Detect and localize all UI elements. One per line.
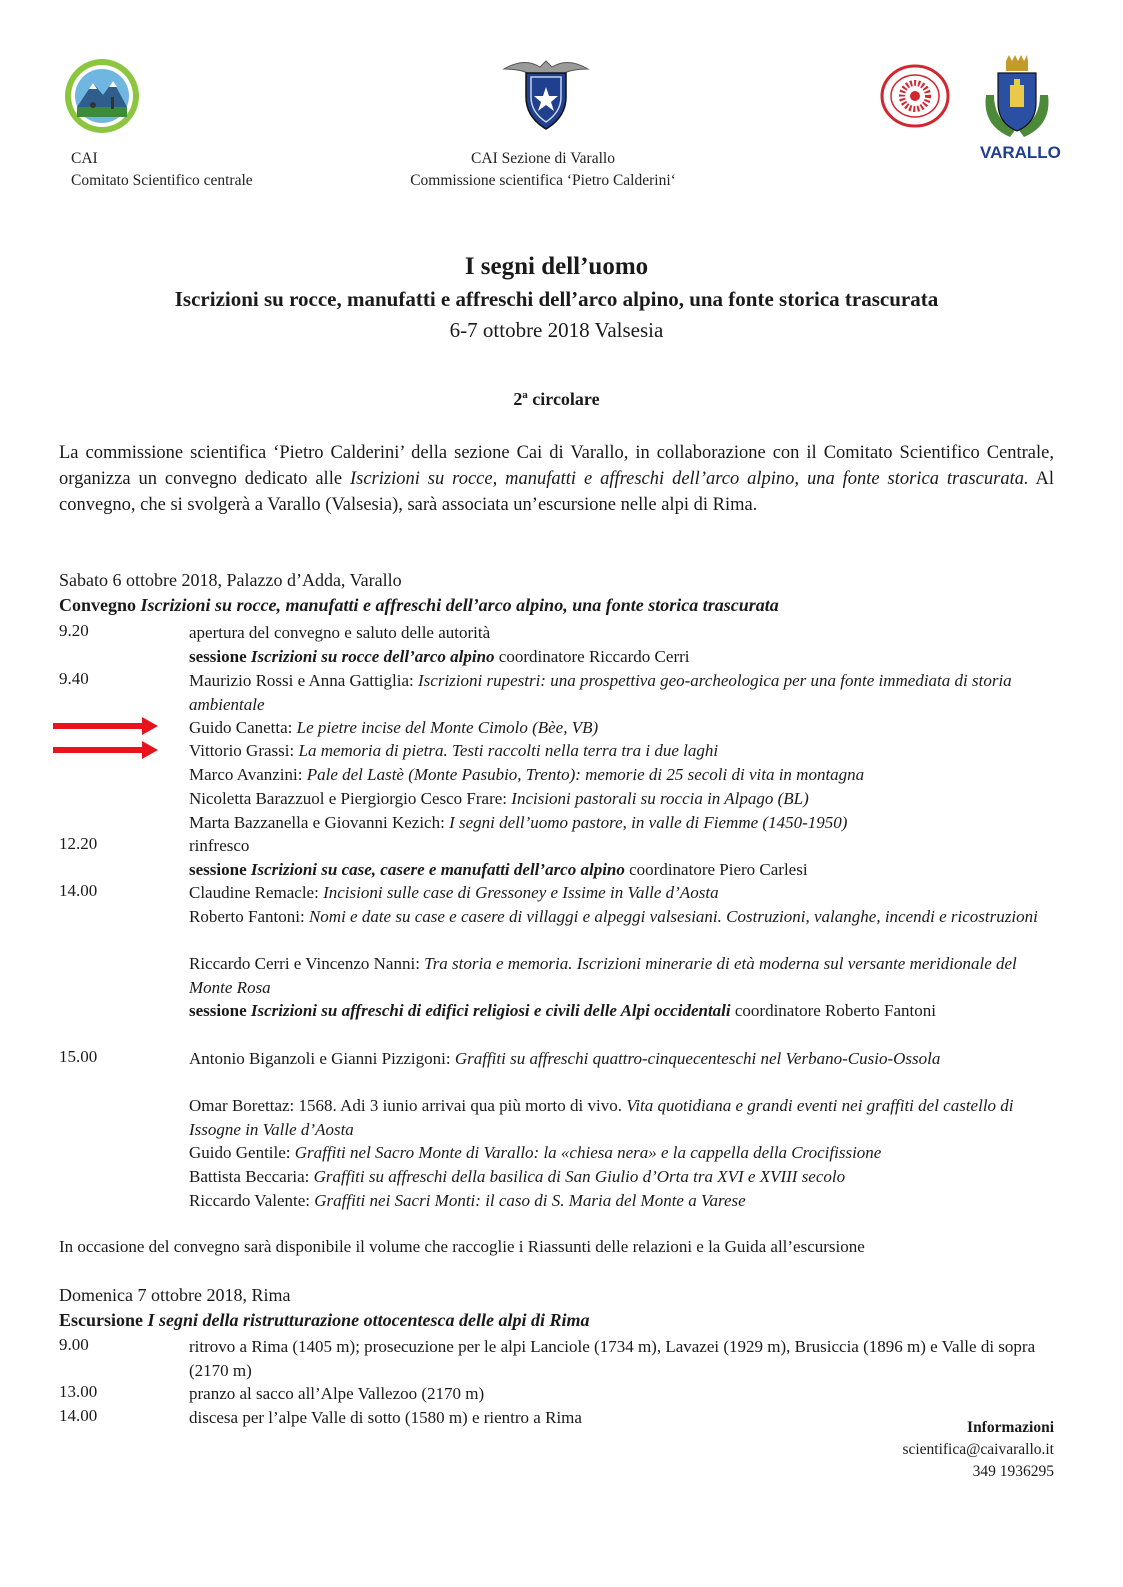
time-0940: 9.40	[59, 669, 89, 688]
excursion-step-3: discesa per l’alpe Valle di sotto (1580 m) e rientro a Rima	[189, 1408, 582, 1427]
talk-valente	[189, 1189, 1059, 1213]
talk-9-speaker: Riccardo Cerri e Vincenzo Nanni:	[189, 954, 425, 973]
day2-date: Domenica 7 ottobre 2018, Rima	[59, 1285, 291, 1305]
day1-heading	[59, 595, 779, 616]
talk-9-title: Tra storia e memoria. Iscrizioni minerarie di età moderna sul versante meridionale del Monte Rosa	[189, 954, 1017, 997]
talk-13-speaker: Battista Beccaria:	[189, 1167, 314, 1186]
talk-1-speaker: Maurizio Rossi e Anna Gattiglia:	[189, 671, 418, 690]
talk-3-speaker: Vittorio Grassi:	[189, 741, 299, 760]
day1-heading-italic: Iscrizioni su rocce, manufatti e affreschi dell’arco alpino, una fonte storica trascurata	[140, 595, 779, 615]
page-subtitle: Iscrizioni su rocce, manufatti e affreschi dell’arco alpino, una fonte storica trascurata	[174, 287, 939, 311]
time-1400: 14.00	[59, 881, 98, 900]
talk-10-speaker: Antonio Biganzoli e Gianni Pizzigoni:	[189, 1049, 455, 1068]
varallo-logo-text: VARALLO	[980, 143, 1061, 162]
talk-8-title: Nomi e date su case e casere di villaggi e alpeggi valsesiani. Costruzioni, valanghe, incendi e ricostruzioni	[308, 907, 1038, 926]
info-block	[902, 1417, 1054, 1483]
day1-heading-bold: Convegno	[59, 595, 141, 615]
intro-text-1: La commissione scientifica ‘Pietro Calderini’ della sezione Cai di Varallo, in collaborazione con il Comitato Scientifico Centrale, organizza un convegno dedicato alle	[59, 443, 1054, 489]
talk-cerri-nanni	[189, 952, 1059, 999]
talk-gentile	[189, 1141, 1059, 1165]
session-1-prefix: sessione	[189, 647, 251, 666]
talk-6-speaker: Marta Bazzanella e Giovanni Kezich:	[189, 813, 450, 832]
talk-beccaria	[189, 1165, 1059, 1189]
header-left	[71, 148, 253, 192]
volume-note: In occasione del convegno sarà disponibile il volume che raccoglie i Riassunti delle relazioni e la Guida all’escursione	[59, 1237, 865, 1256]
talk-3-title: La memoria di pietra. Testi raccolti nella terra tra i due laghi	[298, 741, 719, 760]
time-1300: 13.00	[59, 1382, 98, 1401]
info-phone: 349 1936295	[972, 1463, 1054, 1480]
talk-2-title: Le pietre incise del Monte Cimolo (Bèe, VB)	[296, 718, 599, 737]
session-2-title: Iscrizioni su case, casere e manufatti dell’arco alpino	[250, 860, 625, 879]
session-2-heading	[189, 858, 1059, 882]
day2-heading-bold: Escursione	[59, 1310, 148, 1330]
header-center-line2: Commissione scientifica ‘Pietro Calderini‘	[410, 172, 676, 189]
talk-grassi	[189, 739, 1059, 763]
talk-biganzoli	[189, 1047, 1059, 1071]
talk-avanzini	[189, 763, 1059, 787]
talk-11-title: Vita quotidiana e grandi eventi nei graffiti del castello di Issogne in Valle d’Aosta	[189, 1096, 1014, 1139]
day2-heading-italic: I segni della ristrutturazione ottocentesca delle alpi di Rima	[147, 1310, 590, 1330]
talk-rossi-gattiglia	[189, 669, 1059, 716]
talk-4-speaker: Marco Avanzini:	[189, 765, 307, 784]
talk-12-title: Graffiti nel Sacro Monte di Varallo: la «chiesa nera» e la cappella della Crocifissione	[294, 1143, 882, 1162]
session-3-heading	[189, 999, 1059, 1023]
talk-11-speaker: Omar Borettaz: 1568. Adi 3 iunio arrivai qua più morto di vivo.	[189, 1096, 627, 1115]
talk-13-title: Graffiti su affreschi della basilica di San Giulio d’Orta tra XVI e XVIII secolo	[313, 1167, 846, 1186]
talk-5-title: Incisioni pastorali su roccia in Alpago (BL)	[511, 789, 809, 808]
talk-8-speaker: Roberto Fantoni:	[189, 907, 309, 926]
talk-5-speaker: Nicoletta Barazzuol e Piergiorgio Cesco Frare:	[189, 789, 512, 808]
talk-fantoni	[189, 905, 1059, 929]
excursion-step-1: ritrovo a Rima (1405 m); prosecuzione per le alpi Lanciole (1734 m), Lavazei (1929 m), Brusiccia (1896 m) e Valle di sopra (2170 m)	[189, 1337, 1036, 1380]
time-1400-day2: 14.00	[59, 1406, 98, 1425]
session-1-title: Iscrizioni su rocce dell’arco alpino	[250, 647, 495, 666]
time-1220: 12.20	[59, 834, 98, 853]
talk-barazzuol	[189, 787, 1059, 811]
talk-7-title: Incisioni sulle case di Gressoney e Issime in Valle d’Aosta	[323, 883, 719, 902]
day2-heading	[59, 1310, 590, 1331]
talk-canetta	[189, 716, 1059, 740]
event-date: 6-7 ottobre 2018 Valsesia	[449, 318, 664, 342]
talk-10-title: Graffiti su affreschi quattro-cinquecenteschi nel Verbano-Cusio-Ossola	[454, 1049, 941, 1068]
talk-12-speaker: Guido Gentile:	[189, 1143, 295, 1162]
intro-text-2: Al convegno, che si svolgerà a Varallo (Valsesia), sarà associata un’escursione nelle alpi di Rima.	[59, 469, 1054, 515]
schedule-refresh: rinfresco	[189, 836, 250, 855]
header-left-line1: CAI	[71, 150, 98, 167]
excursion-step-2: pranzo al sacco all’Alpe Vallezoo (2170 m)	[189, 1384, 485, 1403]
intro-paragraph	[59, 440, 1054, 518]
intro-text-italic: Iscrizioni su rocce, manufatti e affreschi dell’arco alpino, una fonte storica trascurata.	[349, 469, 1029, 489]
red-arrow-icon	[53, 716, 158, 736]
talk-4-title: Pale del Lastè (Monte Pasubio, Trento): memorie di 25 secoli di vita in montagna	[306, 765, 865, 784]
varallo-coat-of-arms-logo	[980, 55, 1061, 165]
talk-2-speaker: Guido Canetta:	[189, 718, 297, 737]
header-center	[372, 148, 714, 192]
session-1-coordinator: coordinatore Riccardo Cerri	[494, 647, 690, 666]
talk-6-title: I segni dell’uomo pastore, in valle di Fiemme (1450-1950)	[449, 813, 848, 832]
time-0920: 9.20	[59, 621, 89, 640]
info-title: Informazioni	[967, 1419, 1054, 1436]
time-1500: 15.00	[59, 1047, 98, 1066]
info-email[interactable]: scientifica@caivarallo.it	[902, 1441, 1054, 1458]
cai-eagle-logo	[500, 55, 592, 131]
session-3-prefix: sessione	[189, 1001, 251, 1020]
session-3-coordinator: coordinatore Roberto Fantoni	[730, 1001, 936, 1020]
talk-bazzanella	[189, 811, 1059, 835]
session-3-title: Iscrizioni su affreschi di edifici religiosi e civili delle Alpi occidentali	[250, 1001, 731, 1020]
talk-7-speaker: Claudine Remacle:	[189, 883, 324, 902]
header-center-line1: CAI Sezione di Varallo	[471, 150, 615, 167]
talk-remacle	[189, 881, 1059, 905]
session-2-prefix: sessione	[189, 860, 251, 879]
time-0900: 9.00	[59, 1335, 89, 1354]
session-1-heading	[189, 645, 1059, 669]
talk-borettaz	[189, 1094, 1059, 1141]
red-arrow-icon	[53, 740, 158, 760]
talk-14-speaker: Riccardo Valente:	[189, 1191, 315, 1210]
talk-14-title: Graffiti nei Sacri Monti: il caso di S. Maria del Monte a Varese	[314, 1191, 746, 1210]
page-title: I segni dell’uomo	[464, 253, 649, 280]
header-left-line2: Comitato Scientifico centrale	[71, 172, 253, 189]
day1-date: Sabato 6 ottobre 2018, Palazzo d’Adda, Varallo	[59, 570, 402, 590]
circolare-label: 2ª circolare	[513, 389, 600, 409]
schedule-opening: apertura del convegno e saluto delle autorità	[189, 623, 491, 642]
session-2-coordinator: coordinatore Piero Carlesi	[624, 860, 808, 879]
pro-loco-rima-logo	[880, 64, 950, 128]
comitato-scientifico-logo	[63, 57, 141, 135]
talk-1-title: Iscrizioni rupestri: una prospettiva geo-archeologica per una fonte immediata di storia ambientale	[189, 671, 1012, 714]
